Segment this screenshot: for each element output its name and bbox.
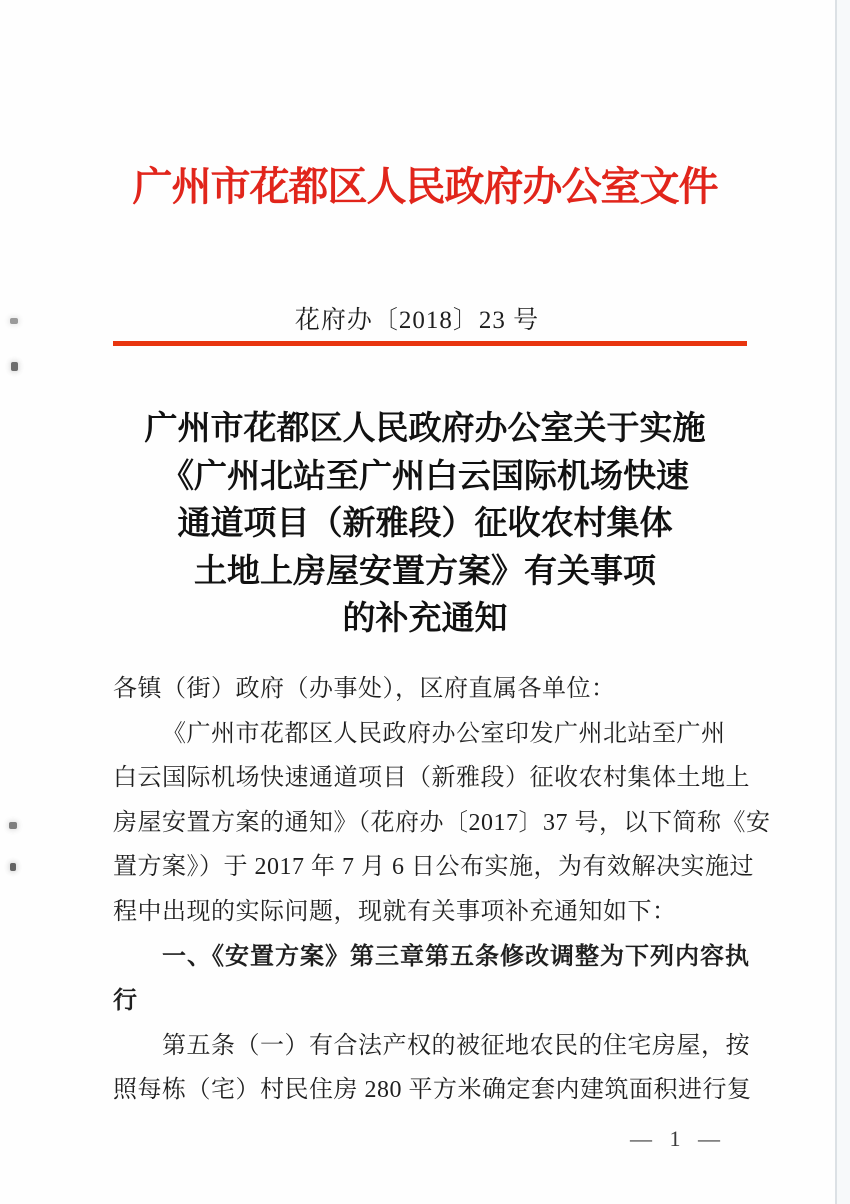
document-title-line: 的补充通知 [342, 599, 508, 636]
document-title-line: 土地上房屋安置方案》有关事项 [194, 551, 656, 589]
document-title-line: 广州市花都区人民政府办公室关于实施 [144, 409, 706, 446]
body-line: 照每栋（宅）村民住房 280 平方米确定套内建筑面积进行复 [113, 1077, 752, 1104]
scan-speck [9, 822, 17, 829]
document-number: 花府办〔2018〕23 号 [294, 307, 540, 334]
body-line: 《广州市花都区人民政府办公室印发广州北站至广州 [162, 720, 726, 747]
body-line: 白云国际机场快速通道项目（新雅段）征收农村集体土地上 [113, 765, 750, 792]
body-line: 行 [113, 987, 138, 1015]
red-divider-line [113, 341, 747, 346]
body-line: 程中出现的实际问题，现就有关事项补充通知如下： [113, 898, 677, 925]
page-number: — 1 — [630, 1126, 726, 1151]
scan-speck [11, 362, 18, 371]
body-line: 各镇（街）政府（办事处），区府直属各单位： [113, 676, 616, 702]
scan-speck [10, 863, 16, 871]
body-line: 置方案》）于 2017 年 7 月 6 日公布实施，为有效解决实施过 [113, 854, 754, 881]
document-title-line: 《广州北站至广州白云国际机场快速 [161, 456, 689, 494]
document-header-title: 广州市花都区人民政府办公室文件 [132, 164, 718, 209]
document-body [113, 667, 771, 1113]
document-title-line: 通道项目（新雅段）征收农村集体 [177, 504, 673, 541]
body-line: 第五条（一）有合法产权的被征地农民的住宅房屋，按 [162, 1032, 750, 1059]
body-line: 房屋安置方案的通知》（花府办〔2017〕37 号，以下简称《安 [113, 809, 771, 836]
document-title [0, 404, 850, 642]
body-line: 一、《安置方案》第三章第五条修改调整为下列内容执 [162, 942, 750, 970]
